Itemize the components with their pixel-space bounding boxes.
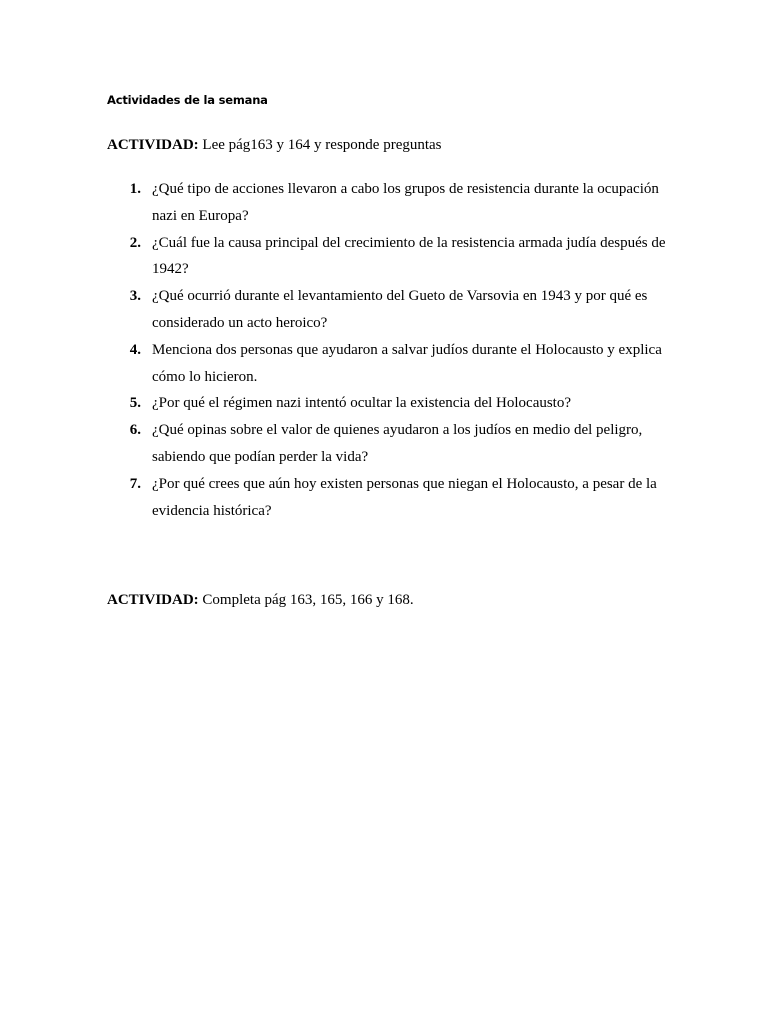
question-number: 6. <box>129 422 141 439</box>
question-item-3 <box>107 283 677 337</box>
question-text: ¿Qué tipo de acciones llevaron a cabo los grupos de resistencia durante la ocupación nazi en Europa? <box>152 181 659 224</box>
question-number: 5. <box>129 395 141 412</box>
document-heading: Actividades de la semana <box>107 93 268 107</box>
question-text: ¿Qué ocurrió durante el levantamiento del Gueto de Varsovia en 1943 y por qué es considerado un acto heroico? <box>152 288 648 331</box>
question-text: ¿Por qué el régimen nazi intentó ocultar la existencia del Holocausto? <box>152 395 572 412</box>
question-text: Menciona dos personas que ayudaron a salvar judíos durante el Holocausto y explica cómo lo hicieron. <box>152 341 662 385</box>
question-number: 7. <box>129 475 141 492</box>
question-number: 4. <box>129 341 141 358</box>
activity-label: ACTIVIDAD: <box>107 137 199 153</box>
activity-instruction-1 <box>107 135 442 155</box>
question-item-1 <box>107 176 677 230</box>
activity-instruction-2 <box>107 590 414 610</box>
question-number: 3. <box>129 288 141 305</box>
question-item-5 <box>107 390 677 417</box>
question-list <box>107 176 677 524</box>
question-text: ¿Cuál fue la causa principal del crecimiento de la resistencia armada judía después de 1942? <box>152 234 666 278</box>
activity-label: ACTIVIDAD: <box>107 592 199 608</box>
question-item-7 <box>107 471 677 525</box>
question-item-2 <box>107 230 677 284</box>
question-number: 2. <box>129 234 141 251</box>
question-item-4 <box>107 337 677 391</box>
question-text: ¿Qué opinas sobre el valor de quienes ayudaron a los judíos en medio del peligro, sabiendo que podían perder la vida? <box>152 422 643 465</box>
question-number: 1. <box>129 181 141 197</box>
activity-text: Completa pág 163, 165, 166 y 168. <box>202 592 414 608</box>
question-text: ¿Por qué crees que aún hoy existen personas que niegan el Holocausto, a pesar de la evidencia histórica? <box>152 475 657 519</box>
question-item-6 <box>107 417 677 471</box>
activity-text: Lee pág163 y 164 y responde preguntas <box>202 137 442 153</box>
